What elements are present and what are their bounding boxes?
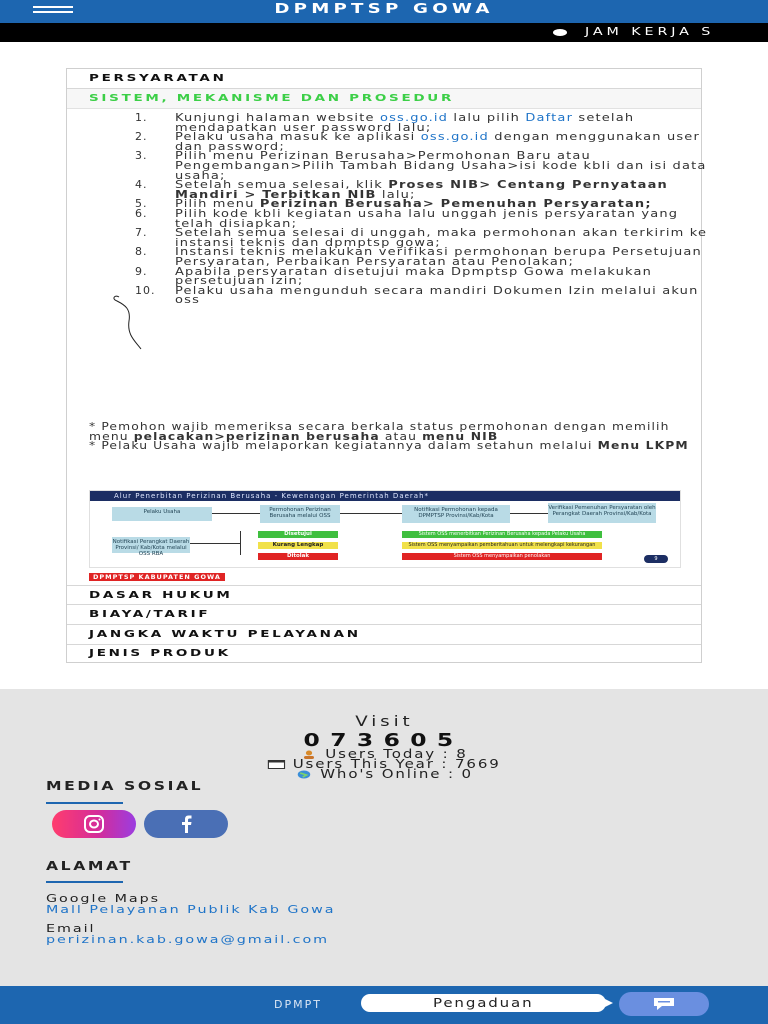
facebook-button[interactable] xyxy=(144,810,228,838)
flow-box-verifikasi: Verifikasi Pemenuhan Persyaratan oleh Perangkat Daerah Provinsi/Kab/Kota xyxy=(548,503,656,523)
licensing-flow-diagram xyxy=(89,490,681,568)
flow-message-ditolak: Sistem OSS menyampaikan penolakan xyxy=(402,553,602,560)
accordion-sistem-mekanisme[interactable]: SISTEM, MEKANISME DAN PROSEDUR xyxy=(67,89,701,109)
procedure-notes xyxy=(89,422,689,451)
daftar-link[interactable]: Daftar xyxy=(525,111,574,124)
accordion-jenis-produk[interactable]: JENIS PRODUK xyxy=(89,648,231,659)
list-item: 4. Setelah semua selesai, klik Proses NIB> Centang Pernyataan Mandiri > Terbitkan NIB lalu; xyxy=(135,178,668,201)
flow-title: Alur Penerbitan Perizinan Berusaha - Kewenangan Pemerintah Daerah* xyxy=(90,491,680,501)
alamat-title: ALAMAT xyxy=(46,859,133,873)
ticker-bullet-icon xyxy=(553,29,567,36)
flow-box-pelaku-usaha: Pelaku Usaha xyxy=(112,507,212,521)
accordion-persyaratan[interactable]: PERSYARATAN xyxy=(67,69,701,89)
list-item: 1. Kunjungi halaman website oss.go.id lalu pilih Daftar setelah mendapatkan user password lalu; xyxy=(135,111,635,134)
accordion-biaya-tarif[interactable]: BIAYA/TARIF xyxy=(67,605,701,625)
online-stat: Who's Online : 0 xyxy=(0,768,768,780)
flow-box-permohonan: Permohonan Perizinan Berusaha melalui OSS xyxy=(260,505,340,523)
email-link[interactable]: perizinan.kab.gowa@gmail.com xyxy=(46,933,330,946)
flow-connector xyxy=(510,513,548,514)
flow-connector xyxy=(240,531,241,555)
list-item: 5. Pilih menu Perizinan Berusaha> Pemenuhan Persyaratan; xyxy=(135,197,652,211)
list-item: 9. Apabila persyaratan disetujui maka Dpmptsp Gowa melakukan persetujuan izin; xyxy=(135,264,652,288)
flow-connector xyxy=(190,543,240,544)
section-divider xyxy=(46,881,123,883)
note-lkpm: * Pelaku Usaha wajib melaporkan kegiatannya dalam setahun melalui Menu LKPM xyxy=(89,439,689,453)
flow-status-ditolak: Ditolak xyxy=(258,553,338,560)
list-item: 6. Pilih kode kbli kegiatan usaha lalu unggah jenis persyaratan yang telah disiapkan; xyxy=(135,206,679,230)
visit-title: Visit xyxy=(354,714,414,730)
facebook-icon xyxy=(175,815,197,833)
site-footer xyxy=(0,689,768,986)
section-divider xyxy=(46,802,123,804)
accordion-dasar-hukum[interactable]: DASAR HUKUM xyxy=(67,585,701,605)
media-sosial-title: MEDIA SOSIAL xyxy=(46,779,204,793)
flow-connector xyxy=(212,513,260,514)
google-maps-label: Google Maps xyxy=(46,892,161,905)
chat-button[interactable] xyxy=(619,992,709,1016)
dpmptsp-badge: DPMPTSP KABUPATEN GOWA xyxy=(89,573,225,581)
copyright-text: DPMPT xyxy=(274,998,322,1011)
list-item: 3. Pilih menu Perizinan Berusaha>Permohonan Baru atau Pengembangan>Pilih Tambah Bidang Usaha>isi kode kbli dan isi data usaha; xyxy=(135,149,707,182)
accordion-jangka-waktu[interactable]: JANGKA WAKTU PELAYANAN xyxy=(67,625,701,645)
flow-box-notifikasi-perangkat: Notifikasi Perangkat Daerah Provinsi/ Kab/Kota melalui OSS RBA xyxy=(112,539,190,557)
flow-page-number: 9 xyxy=(644,555,668,563)
list-item: 2. Pelaku usaha masuk ke aplikasi oss.go.id dengan menggunakan user dan password; xyxy=(135,130,701,153)
bottom-bar xyxy=(0,986,768,1024)
flow-box-notifikasi: Notifikasi Permohonan kepada DPMPTSP Provinsi/Kab/Kota xyxy=(402,505,510,523)
flow-message-kurang-lengkap: Sistem OSS menyampaikan pemberitahuan untuk melengkapi kekurangan xyxy=(402,542,602,549)
oss-link[interactable]: oss.go.id xyxy=(420,130,489,144)
note-status-check: * Pemohon wajib memeriksa secara berkala status permohonan dengan memilih menu pelacakan>perizinan berusaha atau menu NIB xyxy=(89,420,670,443)
visit-counter: 073605 xyxy=(303,730,465,751)
flow-status-disetujui: Disetujui xyxy=(258,531,338,538)
google-maps-link[interactable]: Mall Pelayanan Publik Kab Gowa xyxy=(46,903,336,916)
list-item: 7. Setelah semua selesai di unggah, maka permohonan akan terkirim ke instansi teknis dan dpmptsp gowa; xyxy=(135,226,708,249)
list-item: 8. Instansi teknis melakukan verifikasi permohonan berupa Persetujuan Persyaratan, Perbaikan Persyaratan atau Penolakan; xyxy=(135,245,702,268)
flow-connector xyxy=(340,513,402,514)
site-title: DPMPTSP GOWA xyxy=(274,2,494,17)
pengaduan-tooltip[interactable]: Pengaduan xyxy=(361,994,606,1012)
top-header xyxy=(0,0,768,23)
list-item: 10. Pelaku usaha mengunduh secara mandiri Dokumen Izin melalui akun oss xyxy=(135,283,699,307)
procedure-steps-list xyxy=(135,111,708,307)
ticker-text: JAM KERJA S xyxy=(585,25,715,38)
email-label: Email xyxy=(46,922,96,935)
users-today-stat: Users Today : 8 xyxy=(0,748,768,760)
globe-icon xyxy=(295,770,313,779)
news-ticker xyxy=(0,23,768,42)
flow-message-disetujui: Sistem OSS menerbitkan Perizinan Berusaha kepada Pelaku Usaha xyxy=(402,531,602,538)
instagram-button[interactable] xyxy=(52,810,136,838)
flow-status-kurang-lengkap: Kurang Lengkap xyxy=(258,542,338,549)
users-year-stat: Users This Year : 7669 xyxy=(0,758,768,770)
instagram-icon xyxy=(83,815,105,833)
chat-bubble-icon xyxy=(652,997,676,1011)
service-info-card xyxy=(66,68,708,663)
oss-link[interactable]: oss.go.id xyxy=(379,111,449,124)
